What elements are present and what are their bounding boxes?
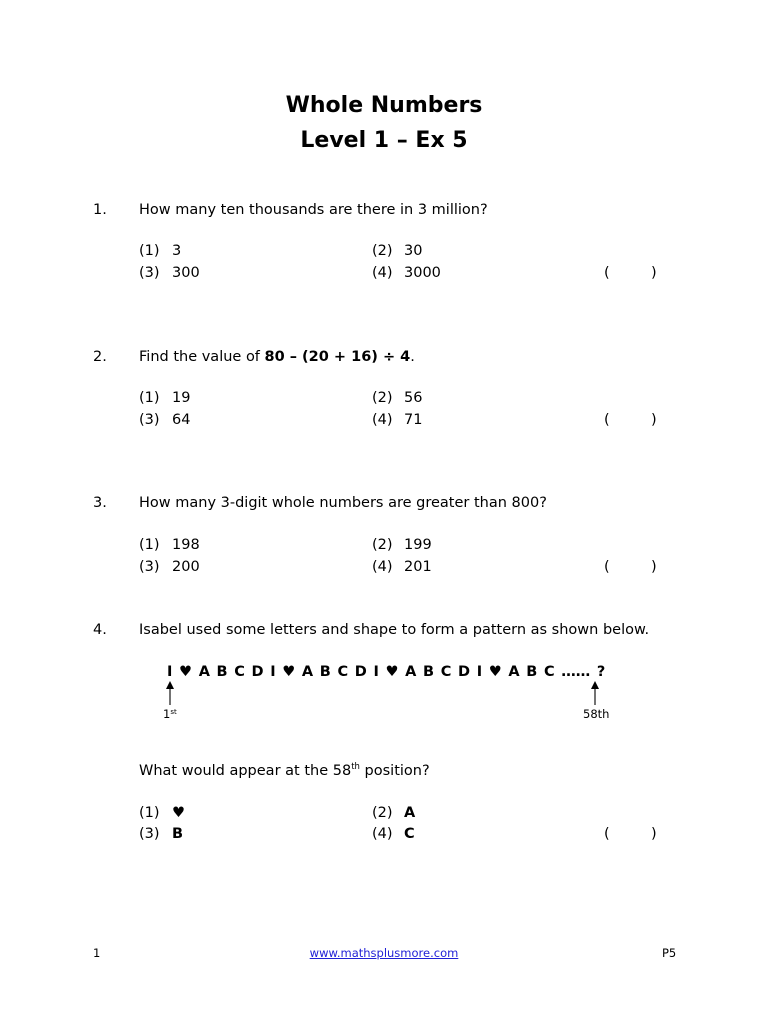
question-4-options-row-2 bbox=[0, 823, 768, 845]
sub-question-text: What would appear at the 58 bbox=[139, 763, 352, 779]
question-4-stem-row bbox=[0, 619, 768, 641]
question-1-number: 1. bbox=[93, 202, 107, 218]
question-4-option-4-value: C bbox=[404, 826, 415, 842]
question-4-stem: Isabel used some letters and shape to form a pattern as shown below. bbox=[139, 622, 650, 638]
worksheet-title bbox=[0, 88, 768, 158]
question-4-answer-bracket-close: ) bbox=[651, 826, 657, 842]
question-3-option-1-label: (1) bbox=[139, 537, 160, 553]
question-3-option-3-label: (3) bbox=[139, 559, 160, 575]
question-2-answer-bracket-close: ) bbox=[651, 412, 657, 428]
question-4-answer-bracket-open: ( bbox=[604, 826, 610, 842]
question-3-stem-row bbox=[0, 492, 768, 514]
question-3-stem: How many 3-digit whole numbers are greater than 800? bbox=[139, 495, 547, 511]
question-3-answer-bracket-close: ) bbox=[651, 559, 657, 575]
first-position-label bbox=[163, 706, 177, 724]
question-1-options-row-2 bbox=[0, 262, 768, 284]
question-3-options-row-2 bbox=[0, 556, 768, 578]
question-1-option-3-label: (3) bbox=[139, 265, 160, 281]
footer-link-container bbox=[0, 945, 768, 961]
question-1-stem: How many ten thousands are there in 3 million? bbox=[139, 202, 488, 218]
question-1-stem-row bbox=[0, 199, 768, 221]
question-3-options-row-1 bbox=[0, 534, 768, 556]
question-4-option-2-value: A bbox=[404, 805, 416, 821]
question-1-answer-bracket-close: ) bbox=[651, 265, 657, 281]
question-2-option-1-value: 19 bbox=[172, 390, 191, 406]
question-4-sub-question bbox=[139, 760, 430, 784]
question-3-option-3-value: 200 bbox=[172, 559, 200, 575]
question-2-stem-text: Find the value of bbox=[139, 349, 265, 365]
question-3-option-1-value: 198 bbox=[172, 537, 200, 553]
question-4-option-1-value: ♥ bbox=[172, 805, 185, 821]
question-2-expression: 80 – (20 + 16) ÷ 4 bbox=[264, 349, 411, 365]
question-1-option-4-label: (4) bbox=[372, 265, 393, 281]
question-4-option-3-label: (3) bbox=[139, 826, 160, 842]
question-4-option-1-label: (1) bbox=[139, 805, 160, 821]
question-1-option-1-label: (1) bbox=[139, 243, 160, 259]
pattern-sequence: I ♥ A B C D I ♥ A B C D I ♥ A B C D I ♥ A B C …… ? bbox=[167, 664, 606, 680]
question-2-option-3-label: (3) bbox=[139, 412, 160, 428]
question-4-option-4-label: (4) bbox=[372, 826, 393, 842]
question-2-stem bbox=[139, 346, 415, 368]
question-1-option-2-label: (2) bbox=[372, 243, 393, 259]
question-2-option-1-label: (1) bbox=[139, 390, 160, 406]
last-position-up-arrow-icon bbox=[589, 681, 601, 706]
question-3-option-4-label: (4) bbox=[372, 559, 393, 575]
question-4-option-2-label: (2) bbox=[372, 805, 393, 821]
question-2-option-4-label: (4) bbox=[372, 412, 393, 428]
question-2-stem-end: . bbox=[410, 349, 415, 365]
question-3-number: 3. bbox=[93, 495, 107, 511]
footer-link[interactable]: www.mathsplusmore.com bbox=[309, 946, 459, 960]
footer-page-number: 1 bbox=[93, 946, 101, 960]
question-4-options-row-1 bbox=[0, 802, 768, 824]
first-position-up-arrow-icon bbox=[164, 681, 176, 706]
question-1-option-1-value: 3 bbox=[172, 243, 182, 259]
question-3-option-2-label: (2) bbox=[372, 537, 393, 553]
question-4-option-3-value: B bbox=[172, 826, 184, 842]
question-3-answer-bracket-open: ( bbox=[604, 559, 610, 575]
question-1-answer-bracket-open: ( bbox=[604, 265, 610, 281]
footer-level: P5 bbox=[662, 946, 677, 960]
question-2-stem-row bbox=[0, 346, 768, 368]
question-2-option-2-value: 56 bbox=[404, 390, 423, 406]
question-3-option-4-value: 201 bbox=[404, 559, 432, 575]
page-footer bbox=[0, 945, 768, 961]
question-1-options-row-1 bbox=[0, 240, 768, 262]
sub-question-ordinal-suffix: th bbox=[351, 762, 360, 772]
question-2-option-4-value: 71 bbox=[404, 412, 423, 428]
question-1-option-2-value: 30 bbox=[404, 243, 423, 259]
last-position-label: 58th bbox=[583, 707, 610, 721]
question-2-number: 2. bbox=[93, 349, 107, 365]
title-level-exercise: Level 1 – Ex 5 bbox=[300, 128, 468, 153]
pattern-row bbox=[0, 661, 768, 683]
question-4-sub-question-row bbox=[0, 760, 768, 782]
title-topic: Whole Numbers bbox=[285, 93, 483, 118]
pattern-position-markers bbox=[0, 706, 768, 722]
question-2-option-2-label: (2) bbox=[372, 390, 393, 406]
question-2-options-row-2 bbox=[0, 409, 768, 431]
question-1-option-3-value: 300 bbox=[172, 265, 200, 281]
first-position-suffix: st bbox=[170, 708, 177, 716]
first-position-number: 1 bbox=[163, 707, 171, 721]
question-2-options-row-1 bbox=[0, 387, 768, 409]
question-2-option-3-value: 64 bbox=[172, 412, 191, 428]
question-2-answer-bracket-open: ( bbox=[604, 412, 610, 428]
question-1-option-4-value: 3000 bbox=[404, 265, 441, 281]
question-4-number: 4. bbox=[93, 622, 107, 638]
question-3-option-2-value: 199 bbox=[404, 537, 432, 553]
sub-question-text-end: position? bbox=[359, 763, 430, 779]
